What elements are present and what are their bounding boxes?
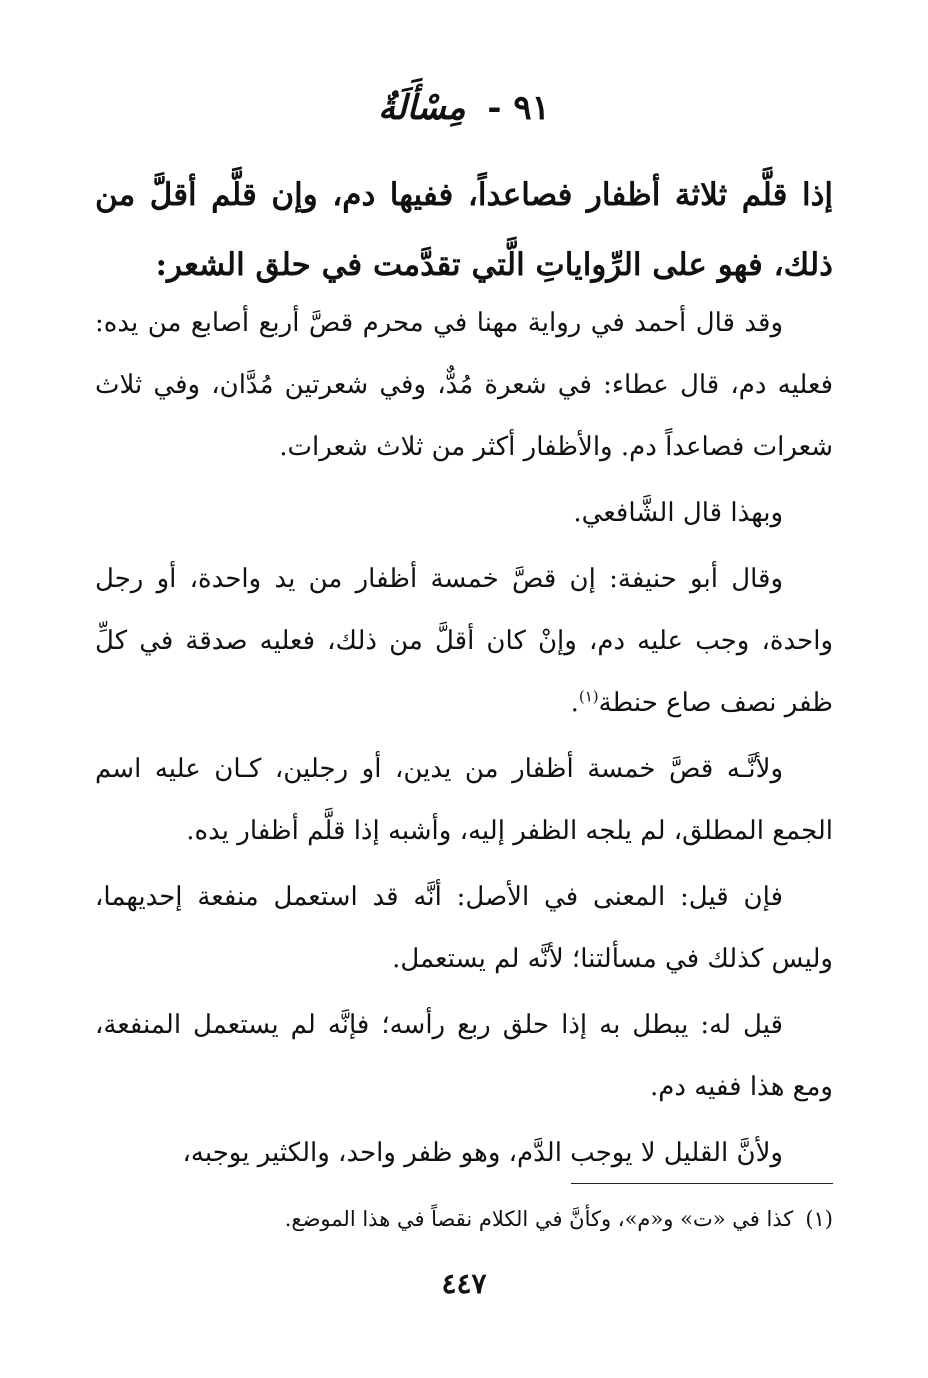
body-text	[95, 292, 833, 1188]
paragraph-little-much: ولأنَّ القليل لا يوجب الدَّم، وهو ظفر واحد، والكثير يوجبه،	[182, 1138, 783, 1168]
page-number: ٤٤٧	[441, 1267, 487, 1300]
footnote-reference[interactable]: (١)	[578, 687, 599, 706]
footnote	[95, 1202, 833, 1236]
issue-number: ٩١ -	[487, 88, 550, 128]
paragraph-abu-hanifa	[95, 548, 833, 734]
paragraph-shafii: وبهذا قال الشَّافعي.	[573, 498, 783, 528]
issue-ruling: إذا قلَّم ثلاثة أظفار فصاعداً، ففيها دم، وإن قلَّم أقلَّ من ذلك، فهو على الرِّواياتِ الَّتي تقدَّمت في حلق الشعر:	[95, 177, 833, 283]
paragraph-five-nails: ولأنَّـه قصَّ خمسة أظفار من يدين، أو رجلين، كـان عليه اسم الجمع المطلق، لم يلجه الظفر إليه، وأشبه إذا قلَّم أظفار يده.	[95, 754, 833, 846]
paragraph-ahmad: وقد قال أحمد في رواية مهنا في محرم قصَّ أربع أصابع من يده: فعليه دم، قال عطاء: في شعرة مُدٌّ، وفي شعرتين مُدَّان، وفي ثلاث شعرات فصاعداً دم. والأظفار أكثر من ثلاث شعرات.	[95, 308, 833, 462]
footnote-text: كذا في «ت» و«م»، وكأنَّ في الكلام نقصاً في هذا الموضع.	[284, 1207, 794, 1231]
issue-title: مِسْأَلَةٌ	[378, 88, 466, 128]
issue-heading	[0, 88, 928, 128]
paragraph-reply: قيل له: يبطل به إذا حلق ربع رأسه؛ فإنَّه لم يستعمل المنفعة، ومع هذا ففيه دم.	[95, 1010, 833, 1102]
abu-hanifa-end: .	[570, 688, 579, 718]
paragraph-objection: فإن قيل: المعنى في الأصل: أنَّه قد استعمل منفعة إحديهما، وليس كذلك في مسألتنا؛ لأنَّه لم يستعمل.	[95, 882, 833, 974]
footnote-divider	[571, 1183, 833, 1184]
footnote-marker: (١)	[805, 1207, 833, 1231]
abu-hanifa-text: وقال أبو حنيفة: إن قصَّ خمسة أظفار من يد واحدة، أو رجل واحدة، وجب عليه دم، وإنْ كان أقلَّ من ذلك، فعليه صدقة في كلِّ ظفر نصف صاع حنطة	[95, 564, 833, 718]
